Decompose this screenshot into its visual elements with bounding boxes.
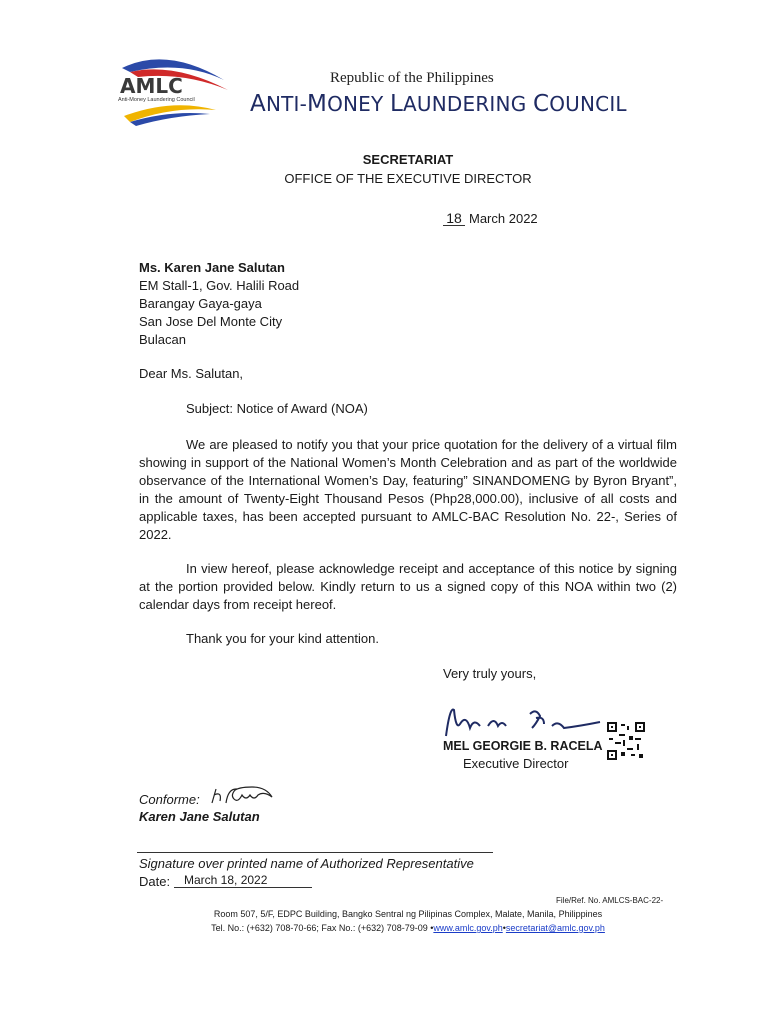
council-heading: ANTI-MONEY LAUNDERING COUNCIL [250,91,627,117]
logo-subtext: Anti-Money Laundering Council [118,97,195,103]
date-value: March 18, 2022 [174,873,312,888]
address-line: San Jose Del Monte City [139,314,283,329]
recipient-address [139,259,299,349]
director-signature [440,700,605,740]
footer-separator: • [502,923,506,933]
subject-line: Subject: Notice of Award (NOA) [186,401,368,416]
secretariat-heading: SECRETARIAT [362,152,454,167]
address-line: EM Stall-1, Gov. Halili Road [139,278,300,293]
file-reference: File/Ref. No. AMLCS-BAC-22- [556,896,664,905]
thanks-line: Thank you for your kind attention. [186,631,379,646]
footer-contact [0,923,770,933]
amlc-logo [112,50,232,130]
signer-name: MEL GEORGIE B. RACELA [443,739,603,753]
republic-heading: Republic of the Philippines [330,70,494,86]
date-day: 18 [443,211,465,226]
signer-title: Executive Director [463,756,569,771]
signature-line [137,852,493,853]
recipient-name: Ms. Karen Jane Salutan [139,260,285,275]
body-paragraph-1: We are pleased to notify you that your price quotation for the delivery of a virtual film showing in support of the National Women’s Month Celebration and as part of the worldwide observance of the International Women’s Day, featuring” SINANDOMENG by Byron Bryant”, in the amount of Twenty-Eight Thousand Pesos (Php28,000.00), inclusive of all costs and applicable taxes, has been accepted pursuant to AMLC-BAC Resolution No. 22-, Series of 2022. [139,437,677,542]
closing-line: Very truly yours, [443,666,537,681]
date-month-year: March 2022 [469,211,538,226]
qr-code-icon [607,722,645,760]
salutation: Dear Ms. Salutan, [139,366,244,381]
signature-caption: Signature over printed name of Authorized Representative [139,856,474,871]
address-line: Bulacan [139,332,186,347]
footer-phone: Tel. No.: (+632) 708-70-66; Fax No.: (+632) 708-79-09 • [211,923,434,933]
website-link[interactable]: www.amlc.gov.ph [433,923,503,933]
body-paragraph-2: In view hereof, please acknowledge receipt and acceptance of this notice by signing at the portion provided below. Kindly return to us a signed copy of this NOA within two (2) calendar days from receipt hereof. [139,561,677,612]
email-link[interactable]: secretariat@amlc.gov.ph [505,923,605,933]
recipient-signature [208,783,278,809]
office-heading: OFFICE OF THE EXECUTIVE DIRECTOR [284,171,532,186]
conforme-name: Karen Jane Salutan [139,809,260,824]
letter-date [443,211,538,226]
footer-address: Room 507, 5/F, EDPC Building, Bangko Sentral ng Pilipinas Complex, Malate, Manila, Philippines [213,909,603,919]
address-line: Barangay Gaya-gaya [139,296,262,311]
conforme-label: Conforme: [139,792,200,807]
logo-text: AMLC [120,74,183,98]
date-label: Date: [139,874,171,889]
